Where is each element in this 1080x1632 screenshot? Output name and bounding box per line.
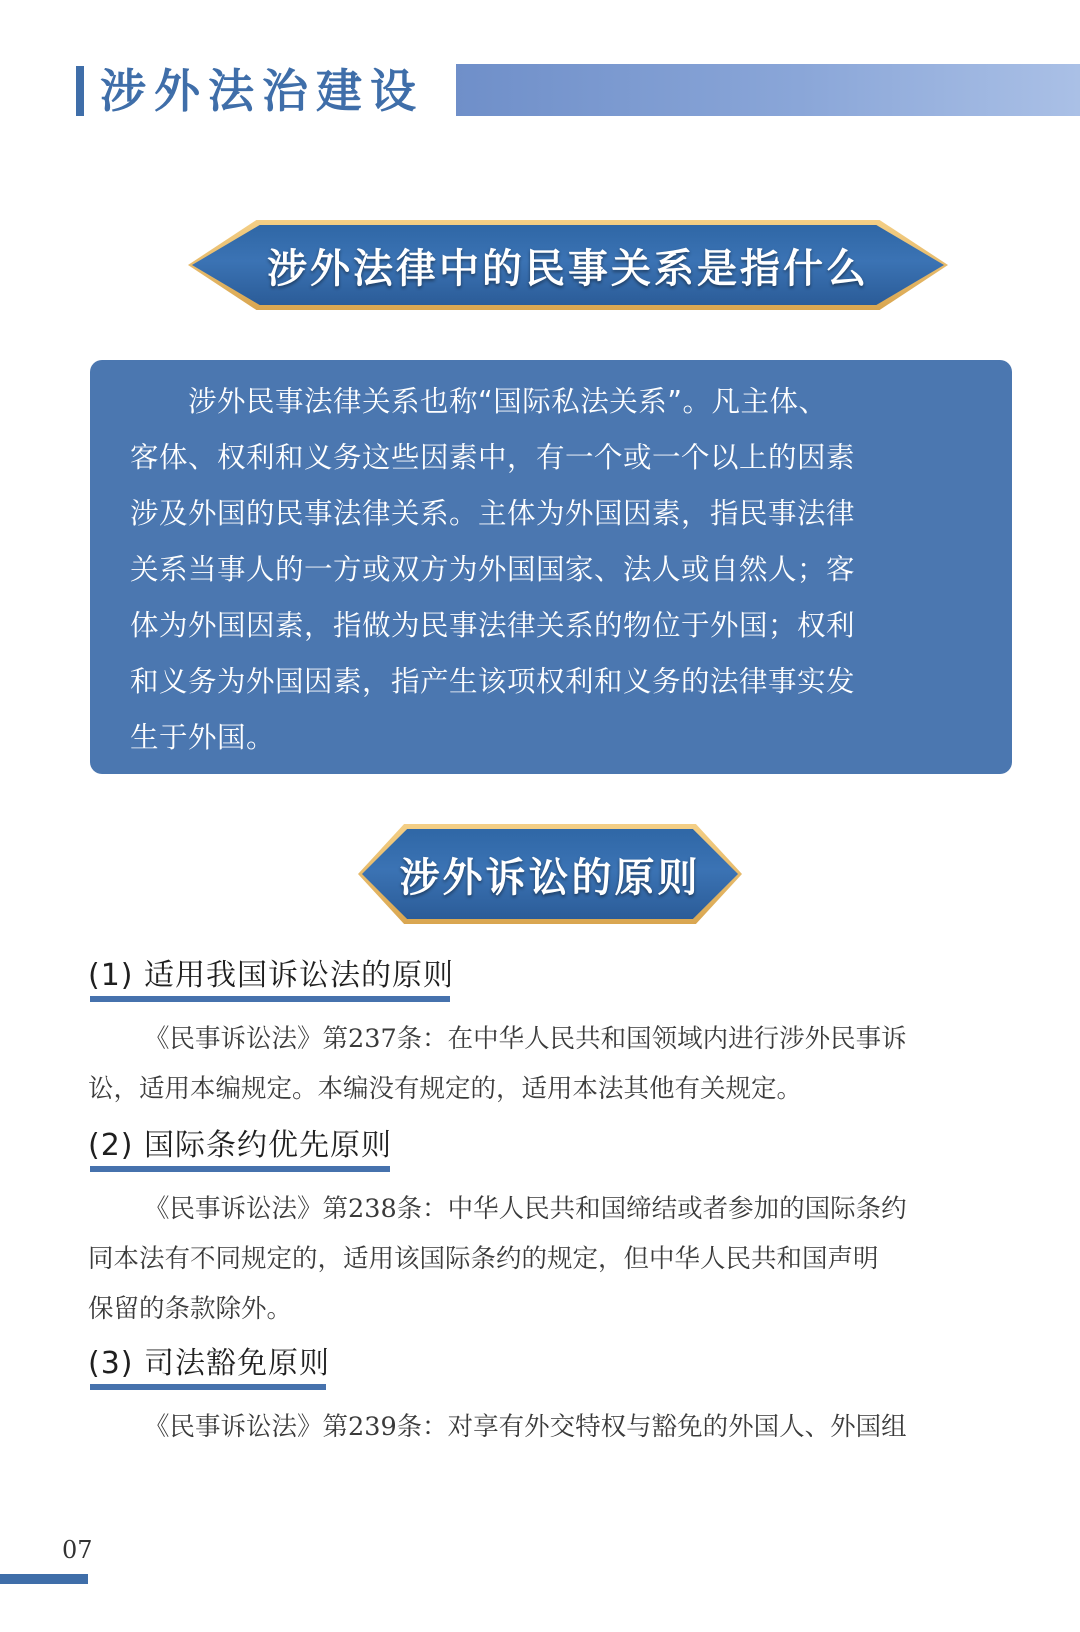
principle-text-1 xyxy=(88,1014,1008,1114)
principle-heading-1: (1) 适用我国诉讼法的原则 xyxy=(88,958,455,993)
principle-text-3 xyxy=(88,1402,1008,1452)
definition-line: 涉及外国的民事法律关系。主体为外国因素，指民事法律 xyxy=(130,497,856,530)
principle-heading-3: (3) 司法豁免原则 xyxy=(88,1346,331,1381)
header-decor-band xyxy=(456,64,1080,116)
definition-line: 和义务为外国因素，指产生该项权利和义务的法律事实发 xyxy=(130,665,856,698)
section-banner-litigation-principles xyxy=(358,824,742,924)
principle-line: 同本法有不同规定的，适用该国际条约的规定，但中华人民共和国声明 xyxy=(88,1244,879,1274)
definition-line: 生于外国。 xyxy=(130,721,276,754)
principle-line: 《民事诉讼法》第237条：在中华人民共和国领域内进行涉外民事诉 xyxy=(144,1024,907,1054)
footer-accent-bar xyxy=(0,1574,88,1584)
page-number: 07 xyxy=(62,1536,93,1564)
principle-underline xyxy=(90,1166,390,1172)
header-accent-bar xyxy=(76,66,84,116)
principle-line: 保留的条款除外。 xyxy=(88,1294,293,1324)
principle-underline xyxy=(90,996,450,1002)
definition-line: 关系当事人的一方或双方为外国国家、法人或自然人；客 xyxy=(130,553,856,586)
principle-line: 《民事诉讼法》第238条：中华人民共和国缔结或者参加的国际条约 xyxy=(144,1194,907,1224)
definition-line: 客体、权利和义务这些因素中，有一个或一个以上的因素 xyxy=(130,441,856,474)
principle-line: 讼，适用本编规定。本编没有规定的，适用本法其他有关规定。 xyxy=(88,1074,803,1104)
principle-underline xyxy=(90,1384,326,1390)
principle-text-2 xyxy=(88,1184,1008,1334)
principle-line: 《民事诉讼法》第239条：对享有外交特权与豁免的外国人、外国组 xyxy=(144,1412,907,1442)
page-title: 涉外法治建设 xyxy=(100,64,424,118)
definition-box xyxy=(90,360,1012,774)
principle-heading-2: (2) 国际条约优先原则 xyxy=(88,1128,393,1163)
section-banner-title: 涉外诉讼的原则 xyxy=(399,854,701,901)
definition-line: 涉外民事法律关系也称“国际私法关系”。凡主体、 xyxy=(188,385,828,418)
section-banner-civil-relations xyxy=(188,220,948,310)
definition-line: 体为外国因素，指做为民事法律关系的物位于外国；权利 xyxy=(130,609,856,642)
section-banner-title: 涉外法律中的民事关系是指什么 xyxy=(267,245,869,292)
